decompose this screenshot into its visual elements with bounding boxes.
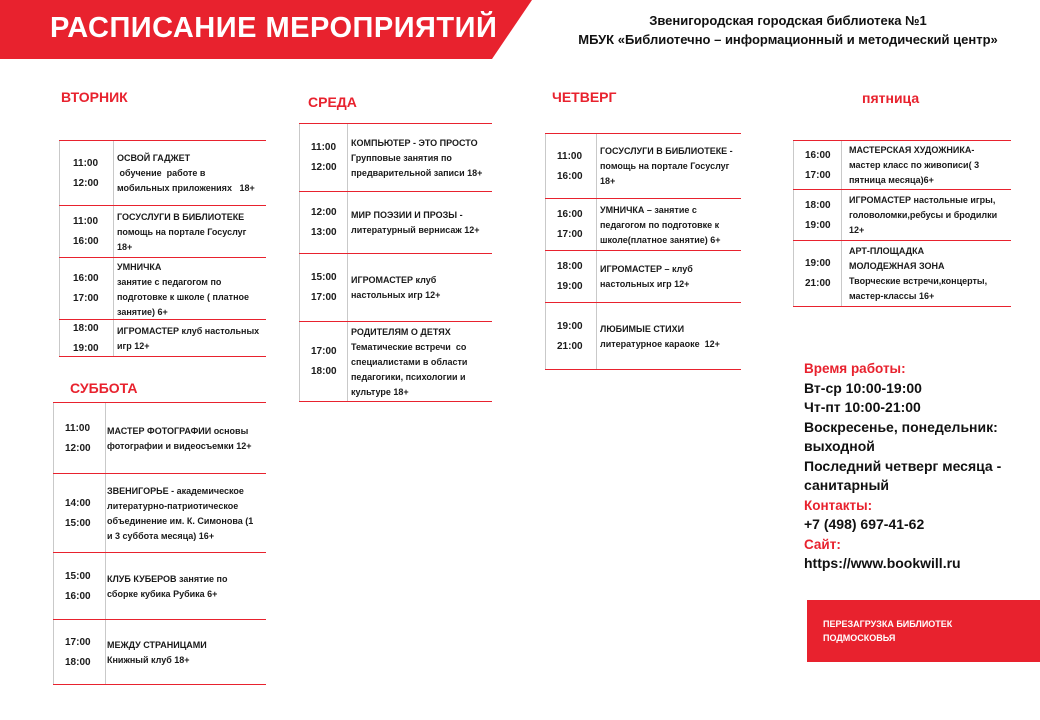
promo-line-1: ПЕРЕЗАГРУЗКА БИБЛИОТЕК xyxy=(823,619,953,629)
event-row xyxy=(53,474,266,553)
row-left-border xyxy=(59,258,60,319)
event-start-time: 19:00 xyxy=(805,258,831,269)
row-left-border xyxy=(299,322,300,401)
event-detail-line: и 3 суббота месяца) 16+ xyxy=(107,531,215,541)
row-column-divider xyxy=(841,141,842,189)
event-time xyxy=(65,494,91,534)
row-column-divider xyxy=(113,206,114,257)
row-left-border xyxy=(545,251,546,302)
event-description xyxy=(849,193,997,238)
event-start-time: 18:00 xyxy=(805,200,831,211)
event-detail-line: головоломки,ребусы и бродилки xyxy=(849,210,998,220)
event-detail-line: Групповые занятия по xyxy=(351,153,452,163)
event-detail-line: фотографии и видеосъемки 12+ xyxy=(107,441,252,451)
event-time xyxy=(311,138,337,178)
event-description xyxy=(351,208,480,238)
row-column-divider xyxy=(841,190,842,240)
event-detail-line: школе(платное занятие) 6+ xyxy=(600,235,721,245)
row-left-border xyxy=(299,254,300,321)
event-start-time: 16:00 xyxy=(73,273,99,284)
event-time xyxy=(805,254,831,294)
library-header xyxy=(552,11,1024,49)
event-description xyxy=(351,325,467,400)
event-detail-line: культуре 18+ xyxy=(351,387,409,397)
row-column-divider xyxy=(347,192,348,253)
event-end-time: 17:00 xyxy=(73,293,99,304)
event-end-time: 21:00 xyxy=(557,341,583,352)
event-end-time: 12:00 xyxy=(65,443,91,454)
event-end-time: 13:00 xyxy=(311,227,337,238)
event-time xyxy=(557,147,583,187)
event-row xyxy=(53,403,266,474)
event-time xyxy=(311,342,337,382)
event-end-time: 18:00 xyxy=(65,657,91,668)
row-left-border xyxy=(545,134,546,198)
event-detail-line: подготовке к школе ( платное xyxy=(117,292,250,302)
event-title: ИГРОМАСТЕР клуб настольных xyxy=(117,326,260,336)
promo-line-2: ПОДМОСКОВЬЯ xyxy=(823,633,896,643)
row-left-border xyxy=(53,553,54,619)
event-time xyxy=(73,319,99,359)
event-start-time: 17:00 xyxy=(65,637,91,648)
promo-text xyxy=(823,617,952,645)
event-end-time: 19:00 xyxy=(557,281,583,292)
event-detail-line: 18+ xyxy=(117,242,133,252)
event-end-time: 17:00 xyxy=(805,170,831,181)
row-column-divider xyxy=(105,620,106,684)
event-start-time: 18:00 xyxy=(73,323,99,334)
event-title: КЛУБ КУБЕРОВ занятие по xyxy=(107,574,228,584)
day-heading-wednesday: СРЕДА xyxy=(308,94,357,110)
event-time xyxy=(311,268,337,308)
event-detail-line: помощь на портале Госуслуг xyxy=(600,161,730,171)
row-column-divider xyxy=(347,124,348,191)
row-left-border xyxy=(545,303,546,369)
row-column-divider xyxy=(113,141,114,205)
days-off-value: выходной xyxy=(804,438,875,454)
event-detail-line: занятие с педагогом по xyxy=(117,277,222,287)
event-start-time: 17:00 xyxy=(311,346,337,357)
row-left-border xyxy=(793,141,794,189)
event-time xyxy=(557,257,583,297)
event-row xyxy=(545,303,741,370)
event-row xyxy=(299,254,492,322)
row-left-border xyxy=(59,206,60,257)
event-description xyxy=(600,144,733,189)
event-row xyxy=(545,199,741,251)
event-row xyxy=(59,320,266,357)
event-detail-line: мастер-классы 16+ xyxy=(849,291,935,301)
contacts-label: Контакты: xyxy=(804,497,873,513)
event-end-time: 15:00 xyxy=(65,518,91,529)
event-end-time: 16:00 xyxy=(73,236,99,247)
event-row xyxy=(545,251,741,303)
row-left-border xyxy=(299,124,300,191)
event-row xyxy=(299,322,492,402)
event-title: ГОСУСЛУГИ В БИБЛИОТЕКЕ xyxy=(117,212,245,222)
row-column-divider xyxy=(113,258,114,319)
event-title: УМНИЧКА xyxy=(117,262,162,272)
row-column-divider xyxy=(596,199,597,250)
institution-name: МБУК «Библиотечно – информационный и методический центр» xyxy=(578,32,998,47)
event-description xyxy=(351,273,440,303)
event-title: ИГРОМАСТЕР настольные игры, xyxy=(849,195,996,205)
schedule-table-tuesday xyxy=(59,140,266,357)
sanitary-day-value: санитарный xyxy=(804,477,890,493)
schedule-table-saturday xyxy=(53,402,266,685)
event-start-time: 18:00 xyxy=(557,261,583,272)
event-row xyxy=(59,258,266,320)
schedule-table-wednesday xyxy=(299,123,492,402)
event-title: УМНИЧКА – занятие с xyxy=(600,205,697,215)
page-title: РАСПИСАНИЕ МЕРОПРИЯТИЙ xyxy=(50,12,498,44)
event-time xyxy=(73,212,99,252)
row-left-border xyxy=(53,474,54,552)
event-row xyxy=(299,192,492,254)
promo-banner xyxy=(807,600,1040,662)
event-detail-line: настольных игр 12+ xyxy=(600,279,690,289)
event-title: ГОСУСЛУГИ В БИБЛИОТЕКЕ - xyxy=(600,146,733,156)
event-detail-line: обучение работе в xyxy=(117,168,206,178)
row-left-border xyxy=(59,320,60,356)
event-row xyxy=(59,206,266,258)
event-detail-line: Книжный клуб 18+ xyxy=(107,655,190,665)
event-time xyxy=(73,154,99,194)
event-start-time: 11:00 xyxy=(557,151,583,162)
event-row xyxy=(545,134,741,199)
row-column-divider xyxy=(841,241,842,306)
event-start-time: 11:00 xyxy=(311,142,337,153)
event-end-time: 17:00 xyxy=(311,292,337,303)
event-time xyxy=(65,567,91,607)
event-start-time: 16:00 xyxy=(805,150,831,161)
event-start-time: 11:00 xyxy=(65,423,91,434)
row-left-border xyxy=(793,241,794,306)
day-heading-friday: пятница xyxy=(862,90,920,106)
row-left-border xyxy=(299,192,300,253)
event-time xyxy=(805,196,831,236)
event-time xyxy=(311,203,337,243)
row-column-divider xyxy=(105,474,106,552)
event-detail-line: Тематические встречи со xyxy=(351,342,467,352)
days-off-label: Воскресенье, понедельник: xyxy=(804,418,998,435)
event-time xyxy=(557,205,583,245)
event-end-time: 17:00 xyxy=(557,229,583,240)
event-row xyxy=(299,124,492,192)
event-title: РОДИТЕЛЯМ О ДЕТЯХ xyxy=(351,327,451,337)
event-detail-line: 18+ xyxy=(600,176,616,186)
event-start-time: 16:00 xyxy=(557,209,583,220)
event-detail-line: пятница месяца)6+ xyxy=(849,175,934,185)
event-title: ЗВЕНИГОРЬЕ - академическое xyxy=(107,486,244,496)
library-name: Звенигородская городская библиотека №1 xyxy=(649,13,927,28)
event-time xyxy=(557,317,583,357)
event-detail-line: занятие) 6+ xyxy=(117,307,168,317)
row-column-divider xyxy=(347,322,348,401)
event-detail-line: литературное караоке 12+ xyxy=(600,339,720,349)
event-description xyxy=(351,136,482,181)
event-start-time: 15:00 xyxy=(311,272,337,283)
site-label: Сайт: xyxy=(804,536,841,552)
phone-number: +7 (498) 697-41-62 xyxy=(804,516,925,532)
event-detail-line: Творческие встречи,концерты, xyxy=(849,276,988,286)
working-hours-tue-wed: Вт-ср 10:00-19:00 xyxy=(804,379,922,396)
row-left-border xyxy=(53,403,54,473)
event-row xyxy=(59,141,266,206)
event-title: ИГРОМАСТЕР – клуб xyxy=(600,264,693,274)
event-row xyxy=(793,241,1011,307)
event-time xyxy=(805,146,831,186)
event-title: МАСТЕРСКАЯ ХУДОЖНИКА- xyxy=(849,145,975,155)
event-start-time: 15:00 xyxy=(65,571,91,582)
event-detail-line: предварительной записи 18+ xyxy=(351,168,483,178)
day-heading-saturday: СУББОТА xyxy=(70,380,138,396)
event-end-time: 16:00 xyxy=(557,171,583,182)
event-detail-line: 12+ xyxy=(849,225,865,235)
event-end-time: 12:00 xyxy=(73,178,99,189)
event-detail-line: мастер класс по живописи( 3 xyxy=(849,160,980,170)
row-column-divider xyxy=(105,403,106,473)
event-end-time: 19:00 xyxy=(805,220,831,231)
day-heading-tuesday: ВТОРНИК xyxy=(61,89,128,105)
event-description xyxy=(849,244,987,304)
event-detail-line: педагогом по подготовке к xyxy=(600,220,720,230)
event-start-time: 11:00 xyxy=(73,216,99,227)
event-detail-line: специалистами в области xyxy=(351,357,468,367)
event-detail-line: педагогики, психологии и xyxy=(351,372,466,382)
event-end-time: 16:00 xyxy=(65,591,91,602)
event-title: КОМПЬЮТЕР - ЭТО ПРОСТО xyxy=(351,138,478,148)
day-heading-thursday: ЧЕТВЕРГ xyxy=(552,89,617,105)
event-description xyxy=(600,203,721,248)
row-column-divider xyxy=(105,553,106,619)
event-description xyxy=(107,572,227,602)
library-info xyxy=(804,359,1034,574)
event-end-time: 18:00 xyxy=(311,366,337,377)
event-detail-line: мобильных приложениях 18+ xyxy=(117,183,255,193)
event-start-time: 19:00 xyxy=(557,321,583,332)
event-title: ИГРОМАСТЕР клуб xyxy=(351,275,437,285)
row-column-divider xyxy=(347,254,348,321)
event-row xyxy=(53,553,266,620)
event-detail-line: объединение им. К. Симонова (1 xyxy=(107,516,254,526)
event-end-time: 21:00 xyxy=(805,278,831,289)
schedule-table-thursday xyxy=(545,133,741,370)
event-description xyxy=(117,260,249,320)
event-description xyxy=(117,151,255,196)
event-detail-line: сборке кубика Рубика 6+ xyxy=(107,589,218,599)
event-description xyxy=(117,324,259,354)
event-time xyxy=(65,419,91,459)
site-link[interactable]: https://www.bookwill.ru xyxy=(804,555,961,571)
event-title: МАСТЕР ФОТОГРАФИИ основы xyxy=(107,426,249,436)
event-title: ОСВОЙ ГАДЖЕТ xyxy=(117,153,191,163)
event-end-time: 12:00 xyxy=(311,162,337,173)
event-description xyxy=(117,210,246,255)
row-column-divider xyxy=(596,134,597,198)
event-row xyxy=(53,620,266,685)
event-time xyxy=(73,269,99,309)
working-hours-thu-fri: Чт-пт 10:00-21:00 xyxy=(804,399,921,415)
working-hours-label: Время работы: xyxy=(804,361,906,376)
row-left-border xyxy=(545,199,546,250)
event-title: АРТ-ПЛОЩАДКА xyxy=(849,246,925,256)
event-description xyxy=(600,322,720,352)
event-detail-line: литературный вернисаж 12+ xyxy=(351,225,480,235)
event-description xyxy=(600,262,693,292)
event-row xyxy=(793,190,1011,241)
row-left-border xyxy=(793,190,794,240)
event-detail-line: помощь на портале Госуслуг xyxy=(117,227,247,237)
row-column-divider xyxy=(596,251,597,302)
event-start-time: 14:00 xyxy=(65,498,91,509)
sanitary-day-label: Последний четверг месяца - xyxy=(804,457,1002,474)
event-time xyxy=(65,633,91,673)
event-description xyxy=(107,638,207,668)
event-description xyxy=(849,143,979,188)
schedule-table-friday xyxy=(793,140,1011,307)
event-start-time: 11:00 xyxy=(73,158,99,169)
row-column-divider xyxy=(113,320,114,356)
event-description xyxy=(107,424,252,454)
event-detail-line: литературно-патриотическое xyxy=(107,501,239,511)
event-detail-line: настольных игр 12+ xyxy=(351,290,441,300)
event-title: ЛЮБИМЫЕ СТИХИ xyxy=(600,324,685,334)
row-left-border xyxy=(59,141,60,205)
event-end-time: 19:00 xyxy=(73,343,99,354)
event-row xyxy=(793,141,1011,190)
event-start-time: 12:00 xyxy=(311,207,337,218)
event-detail-line: МОЛОДЕЖНАЯ ЗОНА xyxy=(849,261,945,271)
row-left-border xyxy=(53,620,54,684)
event-detail-line: игр 12+ xyxy=(117,341,150,351)
row-column-divider xyxy=(596,303,597,369)
event-description xyxy=(107,484,253,544)
event-title: МИР ПОЭЗИИ И ПРОЗЫ - xyxy=(351,210,463,220)
event-title: МЕЖДУ СТРАНИЦАМИ xyxy=(107,640,207,650)
